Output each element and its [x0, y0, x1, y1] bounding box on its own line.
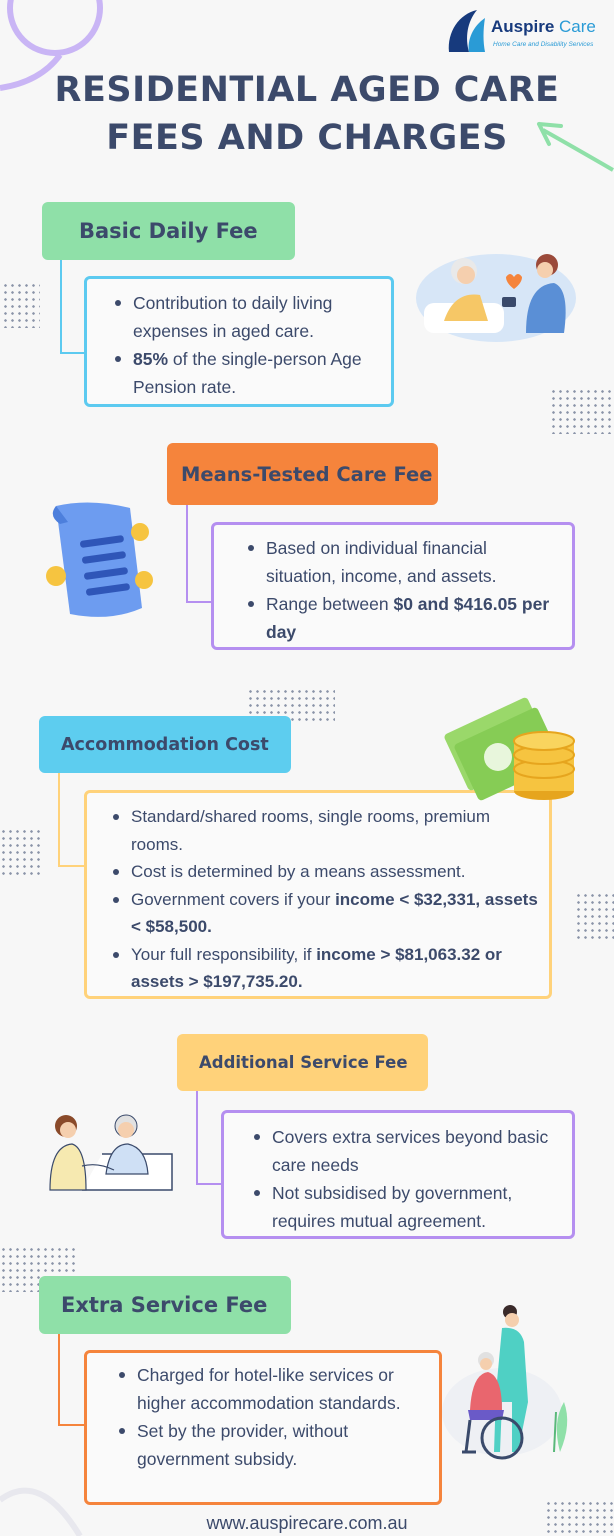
list-item: Set by the provider, without government subsidy. — [115, 1417, 429, 1473]
connector-line — [186, 505, 214, 603]
list-item: Not subsidised by government, requires mutual agreement. — [250, 1179, 562, 1235]
connector-line — [196, 1091, 224, 1185]
nurse-wheelchair-illustration — [432, 1302, 582, 1470]
connector-line — [60, 260, 86, 354]
page-title: RESIDENTIAL AGED CARE FEES AND CHARGES — [54, 70, 560, 158]
list-item: 85% of the single-person Age Pension rate. — [111, 345, 379, 401]
brand-tagline: Home Care and Disability Services — [493, 41, 594, 48]
decorative-dots — [575, 892, 614, 940]
money-coins-illustration — [440, 683, 580, 807]
connector-line — [58, 1334, 86, 1426]
list-item: Based on individual financial situation, income, and assets. — [244, 534, 560, 590]
decorative-dots — [2, 282, 40, 328]
accommodation-cost-card — [84, 790, 552, 999]
website-url-link[interactable]: www.auspirecare.com.au — [206, 1513, 408, 1533]
list-item: Your full responsibility, if income > $81,063.32 or assets > $197,735.20. — [109, 941, 539, 996]
caregiver-elder-illustration — [414, 243, 578, 343]
basic-daily-fee-card — [84, 276, 394, 407]
connector-line — [58, 773, 86, 867]
list-item: Charged for hotel-like services or higher accommodation standards. — [115, 1361, 429, 1417]
decorative-dots — [550, 388, 612, 434]
extra-service-fee-heading: Extra Service Fee — [39, 1276, 291, 1334]
accommodation-cost-heading: Accommodation Cost — [39, 716, 291, 773]
list-item: Standard/shared rooms, single rooms, premium rooms. — [109, 803, 539, 858]
invoice-scroll-illustration — [40, 498, 160, 628]
additional-service-fee-card — [221, 1110, 575, 1239]
brand-logo-icon — [443, 8, 487, 54]
list-item: Cost is determined by a means assessment. — [109, 858, 539, 886]
means-tested-fee-card — [211, 522, 575, 650]
brand-name: Auspire Care — [491, 17, 596, 36]
list-item: Government covers if your income < $32,331, assets < $58,500. — [109, 886, 539, 941]
decorative-dots — [0, 828, 44, 878]
list-item: Covers extra services beyond basic care needs — [250, 1123, 562, 1179]
caregiver-bed-illustration — [42, 1104, 176, 1196]
extra-service-fee-card — [84, 1350, 442, 1505]
basic-daily-fee-heading: Basic Daily Fee — [42, 202, 295, 260]
additional-service-fee-heading: Additional Service Fee — [177, 1034, 428, 1091]
means-tested-fee-heading: Means-Tested Care Fee — [167, 443, 438, 505]
list-item: Range between $0 and $416.05 per day — [244, 590, 560, 646]
list-item: Contribution to daily living expenses in aged care. — [111, 289, 379, 345]
